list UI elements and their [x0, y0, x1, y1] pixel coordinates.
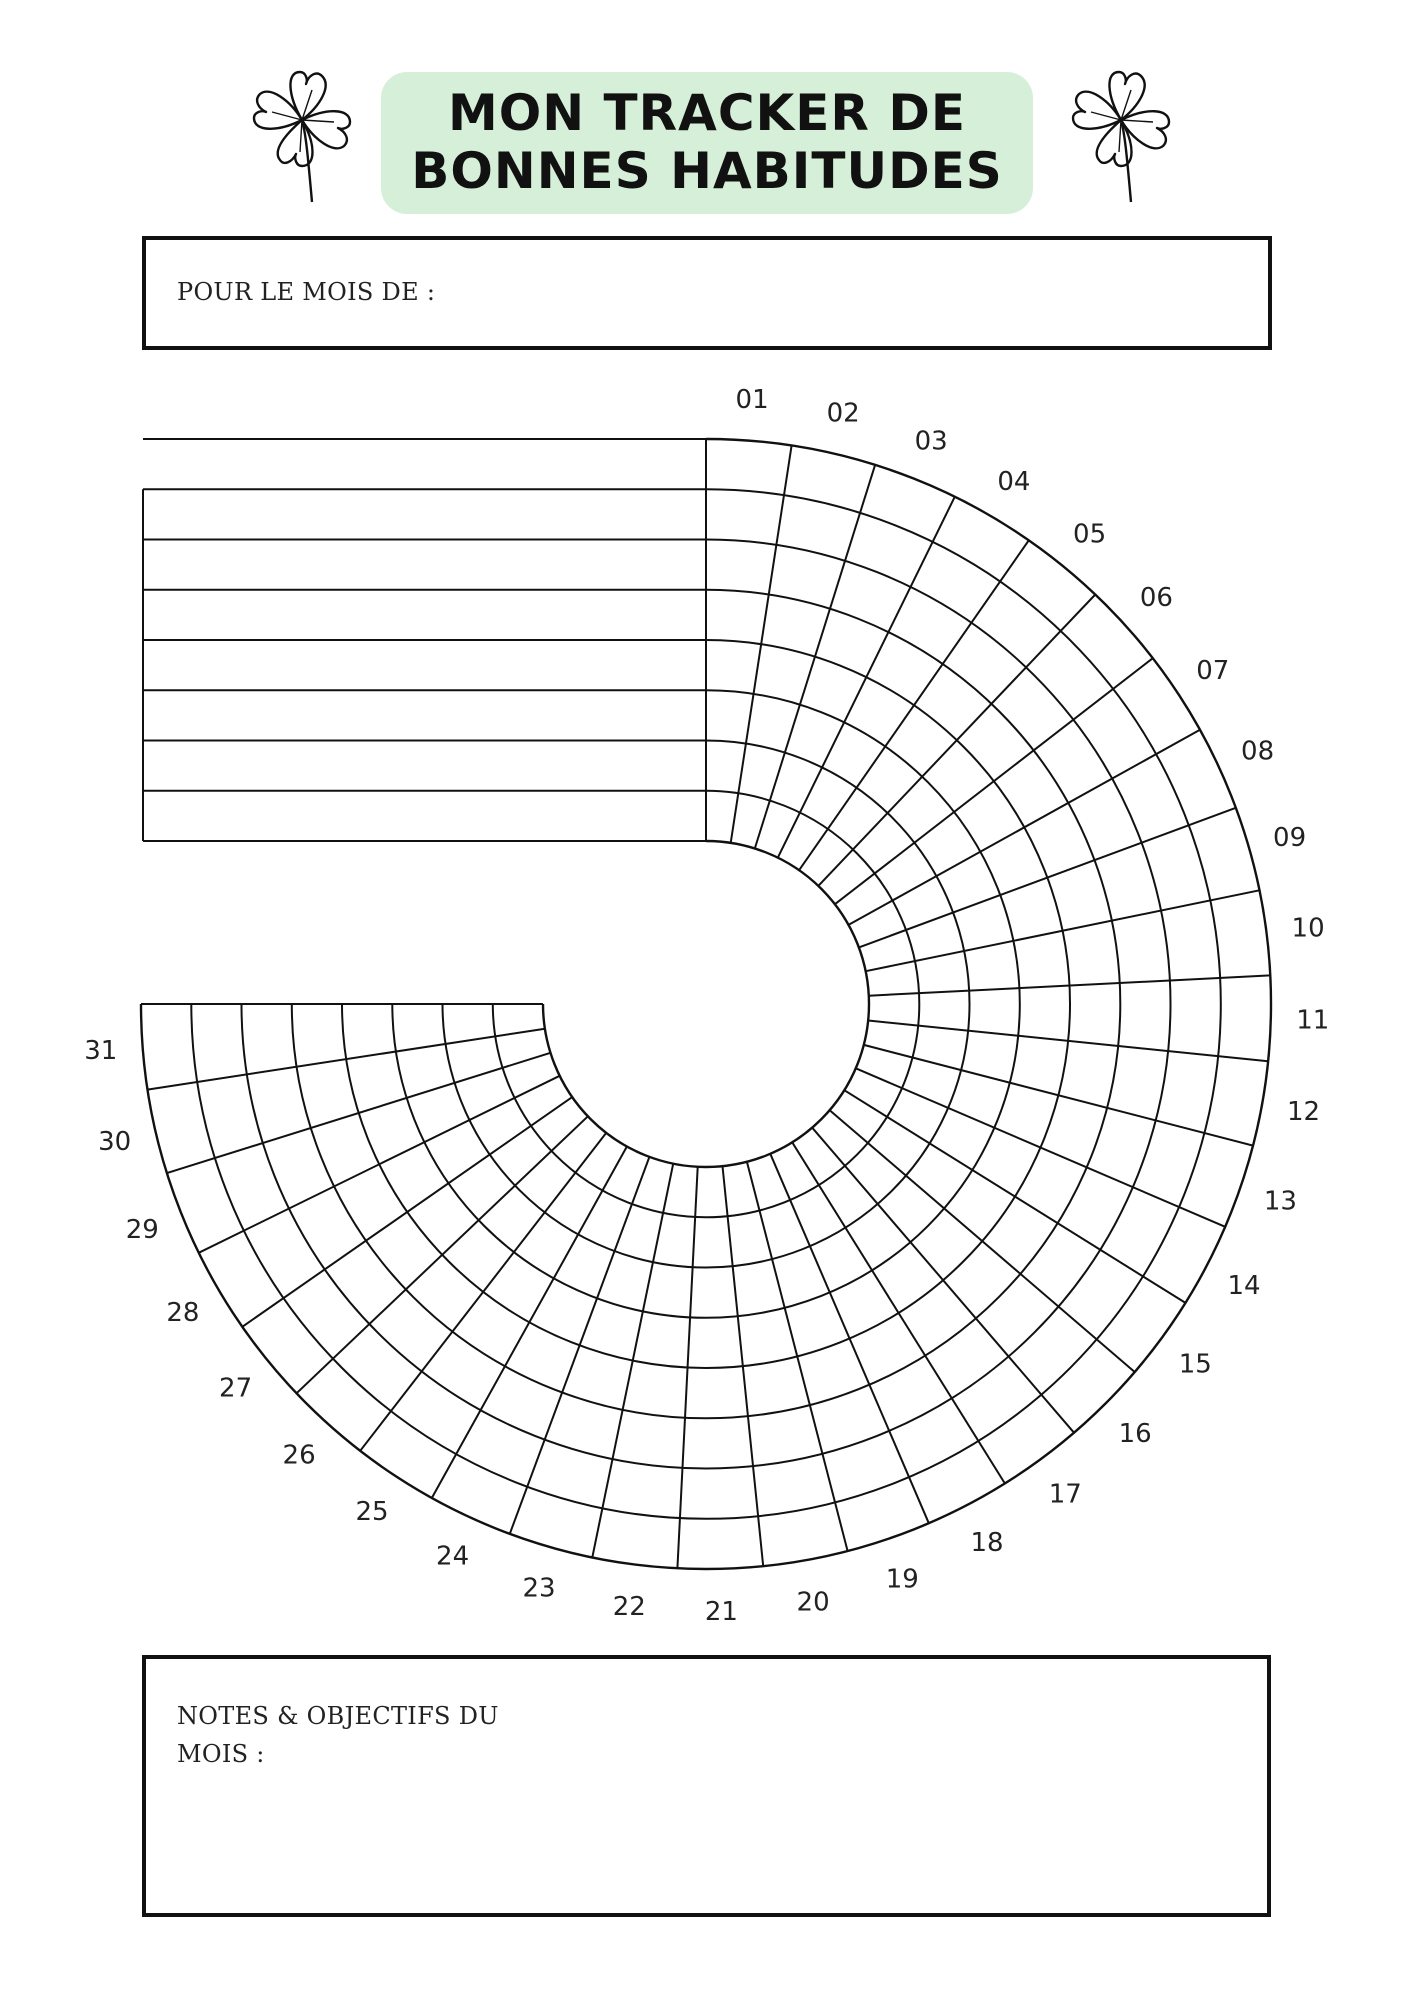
- day-label: 23: [522, 1573, 556, 1604]
- day-divider: [148, 1029, 545, 1090]
- day-label: 13: [1263, 1186, 1297, 1217]
- day-label: 16: [1118, 1419, 1152, 1450]
- day-divider: [864, 1045, 1253, 1146]
- day-label: 24: [436, 1541, 470, 1572]
- day-label: 29: [125, 1215, 159, 1246]
- day-label: 06: [1139, 583, 1173, 614]
- day-divider: [859, 808, 1236, 948]
- title-line-1: MON TRACKER DE: [448, 84, 966, 142]
- day-divider: [844, 1090, 1185, 1303]
- day-label: 01: [735, 384, 769, 415]
- day-label: 11: [1296, 1005, 1330, 1036]
- day-label: 17: [1048, 1479, 1082, 1510]
- day-label: 27: [219, 1373, 253, 1404]
- day-label: 22: [612, 1592, 646, 1623]
- notes-box[interactable]: [142, 1655, 1271, 1917]
- day-divider: [866, 890, 1260, 971]
- day-label: 02: [826, 398, 860, 429]
- day-label: 14: [1227, 1271, 1261, 1301]
- day-divider: [856, 1068, 1225, 1227]
- day-label: 25: [355, 1496, 389, 1527]
- day-divider: [770, 1154, 929, 1523]
- day-label: 30: [98, 1127, 132, 1158]
- day-divider: [360, 1133, 606, 1451]
- day-divider: [792, 1142, 1005, 1483]
- day-divider: [510, 1157, 650, 1534]
- day-label: 03: [914, 426, 948, 457]
- day-label: 04: [997, 466, 1031, 497]
- day-label: 31: [84, 1036, 118, 1067]
- day-divider: [835, 658, 1153, 904]
- day-divider: [755, 465, 875, 849]
- day-divider: [297, 1116, 588, 1393]
- day-label: 12: [1286, 1097, 1321, 1128]
- ring-arc: [543, 841, 869, 1167]
- day-divider: [592, 1164, 673, 1558]
- day-divider: [723, 1166, 764, 1566]
- day-label: 28: [166, 1297, 200, 1328]
- day-label: 18: [970, 1528, 1004, 1558]
- day-label: 08: [1241, 736, 1275, 767]
- day-label: 05: [1073, 519, 1107, 550]
- day-label: 20: [796, 1587, 830, 1618]
- day-label: 10: [1291, 913, 1325, 944]
- day-divider: [167, 1053, 551, 1173]
- day-label: 26: [282, 1440, 316, 1471]
- day-label: 15: [1178, 1349, 1212, 1380]
- day-label: 21: [704, 1596, 738, 1627]
- day-divider: [818, 595, 1095, 886]
- day-divider: [812, 1128, 1074, 1433]
- day-label: 09: [1273, 823, 1307, 853]
- title-line-2: BONNES HABITUDES: [411, 142, 1003, 200]
- day-divider: [731, 446, 792, 843]
- day-label: 07: [1196, 656, 1230, 686]
- notes-label: NOTES & OBJECTIFS DU MOIS :: [177, 1702, 499, 1768]
- day-divider: [747, 1162, 848, 1551]
- day-label: 19: [885, 1564, 919, 1595]
- day-divider: [868, 1021, 1268, 1062]
- day-divider: [830, 1110, 1135, 1372]
- month-label: POUR LE MOIS DE :: [177, 278, 436, 306]
- ring-arc: [493, 791, 920, 1217]
